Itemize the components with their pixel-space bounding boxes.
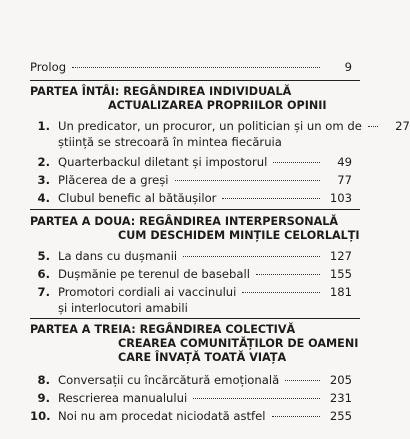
toc-row-chapter-8: [30, 373, 352, 387]
chapter-title-line: Promotori cordiali ai vaccinului: [58, 285, 237, 299]
chapter-number: 5.: [37, 249, 50, 263]
page-number: 27: [395, 119, 410, 133]
dot-leader: [193, 398, 320, 399]
chapter-number: 9.: [37, 391, 50, 405]
page-number: 181: [329, 285, 352, 299]
dot-leader: [183, 256, 320, 257]
dot-leader: [285, 380, 320, 381]
part-title: REGÂNDIREA INDIVIDUALĂ: [123, 85, 292, 98]
page-number: 231: [329, 391, 352, 405]
toc-row-prolog: [30, 60, 352, 74]
toc-row-chapter-2: [30, 155, 352, 169]
dot-leader: [272, 416, 321, 417]
chapter-number: 6.: [37, 267, 50, 281]
dot-leader: [368, 126, 378, 127]
chapter-number: 4.: [37, 191, 50, 205]
part-label: PARTEA A TREIA: [30, 323, 132, 336]
toc-row-chapter-7: [30, 285, 352, 315]
part-heading-1: PARTEA ÎNTÂI: REGÂNDIREA INDIVIDUALĂ ACTUALIZAREA PROPRIILOR OPINII: [30, 85, 327, 112]
part-label: PARTEA A DOUA: [30, 215, 131, 228]
page-number: 205: [329, 373, 352, 387]
chapter-title: Dușmănie pe terenul de baseball: [58, 267, 250, 281]
chapter-number: 1.: [37, 119, 50, 133]
toc-row-chapter-6: [30, 267, 352, 281]
divider: [30, 80, 360, 81]
part-subtitle: ACTUALIZAREA PROPRIILOR OPINII: [108, 99, 327, 112]
chapter-title-line: și interlocutori amabili: [58, 301, 188, 315]
page-number: 155: [329, 267, 352, 281]
dot-leader: [273, 162, 320, 163]
chapter-title: Noi nu am procedat niciodată astfel: [58, 409, 266, 423]
part-heading-2: PARTEA A DOUA: REGÂNDIREA INTERPERSONALĂ CUM DESCHIDEM MINȚILE CELORLALȚI: [30, 215, 360, 242]
chapter-number: 10.: [30, 409, 51, 423]
chapter-number: 8.: [37, 373, 50, 387]
part-title: REGÂNDIREA COLECTIVĂ: [139, 323, 296, 336]
part-title: REGÂNDIREA INTERPERSONALĂ: [139, 215, 339, 228]
toc-row-chapter-1: [30, 119, 410, 149]
chapter-title: Rescrierea manualului: [58, 391, 188, 405]
toc-row-chapter-9: [30, 391, 352, 405]
part-subtitle: CREAREA COMUNITĂȚILOR DE OAMENI: [118, 337, 359, 350]
page-number: 127: [329, 249, 352, 263]
chapter-number: 3.: [37, 173, 50, 187]
page-number: 103: [329, 191, 352, 205]
prolog-title: Prolog: [30, 60, 67, 74]
dot-leader: [256, 274, 320, 275]
part-subtitle: CARE ÎNVAȚĂ TOATĂ VIAȚA: [118, 351, 287, 364]
toc-row-chapter-10: [30, 409, 352, 423]
dot-leader: [175, 180, 321, 181]
page-number: 77: [337, 173, 352, 187]
chapter-number: 7.: [37, 285, 50, 299]
chapter-title: Conversații cu încărcătură emoțională: [58, 373, 280, 387]
part-subtitle: CUM DESCHIDEM MINȚILE CELORLALȚI: [118, 229, 360, 242]
dot-leader: [242, 292, 320, 293]
chapter-title: Plăcerea de a greși: [58, 173, 169, 187]
toc-row-chapter-5: [30, 249, 352, 263]
dot-leader: [72, 67, 320, 68]
divider: [30, 318, 360, 319]
chapter-title-line: Un predicator, un procuror, un politician și un om de: [58, 119, 362, 133]
page-number: 49: [337, 155, 352, 169]
chapter-number: 2.: [37, 155, 50, 169]
toc-row-chapter-4: [30, 191, 352, 205]
part-heading-3: PARTEA A TREIA: REGÂNDIREA COLECTIVĂ CREAREA COMUNITĂȚILOR DE OAMENI CARE ÎNVAȚĂ TOATĂ VIAȚA: [30, 323, 359, 364]
toc-row-chapter-3: [30, 173, 352, 187]
chapter-title: La dans cu dușmanii: [58, 249, 178, 263]
page-number: 9: [344, 60, 352, 74]
chapter-title-line: știință se strecoară în mintea fiecăruia: [58, 135, 282, 149]
divider: [30, 209, 360, 210]
chapter-title: Quarterbackul diletant și impostorul: [58, 155, 268, 169]
chapter-title: Clubul benefic al bătăușilor: [58, 191, 217, 205]
part-label: PARTEA ÎNTÂI: [30, 85, 115, 98]
page-number: 255: [329, 409, 352, 423]
dot-leader: [222, 198, 320, 199]
